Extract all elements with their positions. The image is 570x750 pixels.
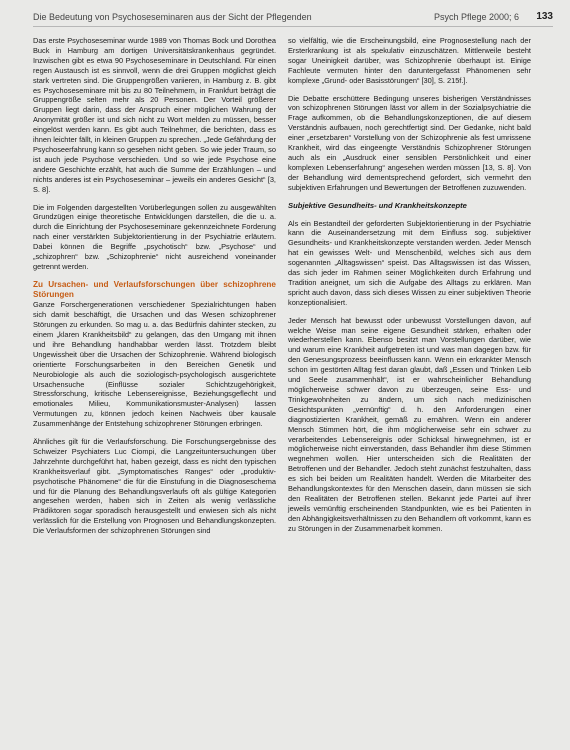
paragraph: Die Debatte erschüttere Bedingung unseres bisherigen Verständnisses von schizophrenen Störungen lässt vor allem in der Sozialpsychiatrie die Frage aufkommen, ob die Behandlungskonzeptionen, die auf diesem Verständnis aufbauen, noch gerechtfertigt sind. Der Gedanke, nicht bald einer „ersetzbaren“ Vorstellung von der Schizophrenie als fest umrissene Krankheit, wird das eingeengte Verständnis Schizophrener Störungen auch als ein „Ausdruck einer sensiblen Persönlichkeit und einer komplexen Lebenserfahrung“ angesehen werden müssen [13, S. 8]. Von der Behandlung wird dementsprechend gefordert, sich vermehrt den subjektiven Erfahrungen und Bewertungen der Betroffenen zuzuwenden. — [288, 93, 531, 192]
subsection-heading: Subjektive Gesundheits- und Krankheitskonzepte — [288, 200, 467, 210]
paragraph: Als ein Bestandteil der geforderten Subjektorientierung in der Psychiatrie kann die Auseinandersetzung mit dem Einfluss sog. subjektiver Gesundheits- und Krankheitskonzepte verstanden werden. Jeder Mensch hat ein gewisses Welt- und Menschenbild, welches sich aus dem sogenannten „Alltagswissen“ speist. Das Alltagswissen ist das Wissen, das sich jeder im Rahmen seiner Möglichkeiten durch Erfahrung und Tradition aneignet, um sich die Aufgabe des Alltags zu erklären. Man spricht auch davon, dass sich dieses Wissen zu einer subjektiven Theorie konzeptionalisiert. — [288, 218, 531, 307]
paragraph: Die im Folgenden dargestellten Vorüberlegungen sollen zu ausgewählten Grundzügen einige theoretische Entwicklungen darstellen, die die u. a. durch die Einrichtung der Psychoseseminare gekennzeichnete Forderung nach einer verstärkten Subjektorientierung in der Psychiatrie erläutern. Dabei können die Begriffe „psychotisch“ bzw. „Psychose“ und „schizophren“ bzw. „Schizophrenie“ nicht ausreichend voneinander getrennt werden. — [33, 202, 276, 271]
page-number: 133 — [536, 11, 553, 22]
paragraph: Das erste Psychoseseminar wurde 1989 von Thomas Bock und Dorothea Buck in Hamburg am dortigen Universitätskrankenhaus gegründet. Inzwischen gibt es etwa 90 Psychoseseminare in Deutschland. Für einen regen Austausch ist es sinnvoll, wenn die drei Gruppen möglichst gleich stark vertreten sind. Die Gruppengrößen variieren, in Hamburg z. B. gibt es Psychoseseminare mit bis zu 80 Teilnehmern, in Frankfurt beträgt die Gruppengröße selten mehr als 20 Personen. Der Vorteil größerer Gruppen liegt darin, dass der Anspruch einer möglichen Wahrung der Anonymität größer ist und sich nicht zu Wort melden zu müssen, besser eingelöst werden kann. Es gibt auch Teilnehmer, die berichten, dass es ihnen leichter fällt, in kleinen Gruppen zu sprechen. „Jede Gefährdung der Psychoseerfahrung kann so gesehen nicht geben. So wie jeder Traum, so ist auch jede Psychose verschieden. Und so wie jede Psychose eine andere Geschichte erzählt, hat auch die Summe der Erzählungen – und nichts anderes ist ein Psychoseseminar – jeweils ein anderes Gesicht“ [3, S. 8]. — [33, 36, 276, 194]
left-column — [33, 36, 276, 536]
running-header — [33, 10, 553, 27]
journal-citation: Psych Pflege 2000; 6 — [433, 12, 519, 22]
paragraph: Jeder Mensch hat bewusst oder unbewusst Vorstellungen davon, auf welche Weise man seine eigene Gesundheit stärken, erhalten oder wiederherstellen kann. Ebenso besitzt man Vorstellungen darüber, wie und warum eine Krankheit aufgetreten ist und was man dagegen bzw. für den Genesungsprozess beeinflussen kann. Wenn ein erkrankter Mensch schon im gestörten Alltag fest daran glaubt, daß „Essen und Trinken Leib und Seele zusammenhält“, ist er wahrscheinlicher Behandlung möglicherweise schwer davon zu überzeugen, seine Ess- und Trinkgewohnheiten zu ändern, um sich nach medizinischen Gesichtspunkten „vernünftig“ d. h. den Anforderungen einer diagnostizierten Krankheit, gemäß zu ernähren. Wenn ein anderer Mensch Stimmen hört, die ihm möglicherweise sehr ein schwer zu verarbeitendes Lebensereignis oder Schicksal hinwegnehmen, ist er möglicherweise nicht einverstanden, dass Behandler ihm diese Stimmen wegnehmen wollen. Hier unterscheiden sich die Realitäten der Betroffenen und der Behandler. Jedoch steht zunächst festzuhalten, dass es sich bei beiden um Realitäten handelt. Werden die Mitarbeiter des Behandlungskontextes für den Menschen dasein, dann müssen sie sich den Realitäten der Betroffenen stellen. Bekannt jede Partei auf ihrer jeweils vernünftig erscheinenden Standpunkten, wie es bei Patienten in den Abhängigkeitsverhältnissen zu den Behandlern oft vorkommt, kann es zu Störungen in der Zusammenarbeit kommen. — [288, 315, 531, 533]
right-column — [288, 36, 531, 534]
section-heading: Zu Ursachen- und Verlaufsforschungen über schizophrene Störungen — [33, 279, 276, 300]
running-title: Die Bedeutung von Psychoseseminaren aus der Sicht der Pflegenden — [33, 12, 312, 22]
paragraph: Ähnliches gilt für die Verlaufsforschung. Die Forschungsergebnisse des Schweizer Psychiaters Luc Ciompi, die Langzeituntersuchungen über Jahrzehnte durchgeführt hat, haben gezeigt, dass es nicht den typischen Krankheitsverlauf gibt. „Symptomatisches Ranges“ oder „produktiv-psychotische Phänomene“ die für die Einstufung in die Diagnoseschema und für die Planung des Behandlungsverlaufs oft als gültige Kategorien angesehen werden, haben sich in Zeiten als wenig verlässliche Prädiktoren sogar sporadisch herausgestellt und erwiesen sich als nicht verlässlich für die Erstellung von Prognosen und Behandlungskonzepten. Die Verlaufsformen der schizophrenen Störungen sind — [33, 437, 276, 536]
paragraph: Ganze Forschergenerationen verschiedener Spezialrichtungen haben sich damit beschäftigt, die Ursachen und das Wesen schizophrener Störungen zu erkunden. So mag u. a. das Bedürfnis dahinter stecken, zu einem „klaren Krankheitsbild“ zu gelangen, das den Umgang mit ihnen und ihre Behandlung handhabbar werden lässt. Trotzdem bleibt Ungewissheit über die Ursachen der Schizophrenie. Während biologisch orientierte Forschungsarbeiten in den Bereichen Genetik und Neurobiologie als auch die soziologisch-psychologisch ausgerichtete Ursachensuche (Einflüsse sozialer Schichtzugehörigkeit, Stressforschung, kritische Lebensereignisse, Beziehungsgeflecht und emotionales Milieu, Kommunikationsmuster-Analysen) lassen Vermutungen zu, können jedoch keinen Nachweis über kausale Zusammenhänge der Entstehung schizophrener Störungen erbringen. — [33, 300, 276, 429]
paragraph: so vielfältig, wie die Erscheinungsbild, eine Prognosestellung nach der Ersterkrankung ist als spekulativ einzuschätzen. Mittlerweile besteht sogar Uneinigkeit darüber, was Schizophrenie überhaupt ist. Einige Fachleute vermuten hinter den daruntergefasst Phänomenen sehr komplexe „Grund- oder Basisstörungen“ [30], S. 215f.]. — [288, 36, 531, 85]
